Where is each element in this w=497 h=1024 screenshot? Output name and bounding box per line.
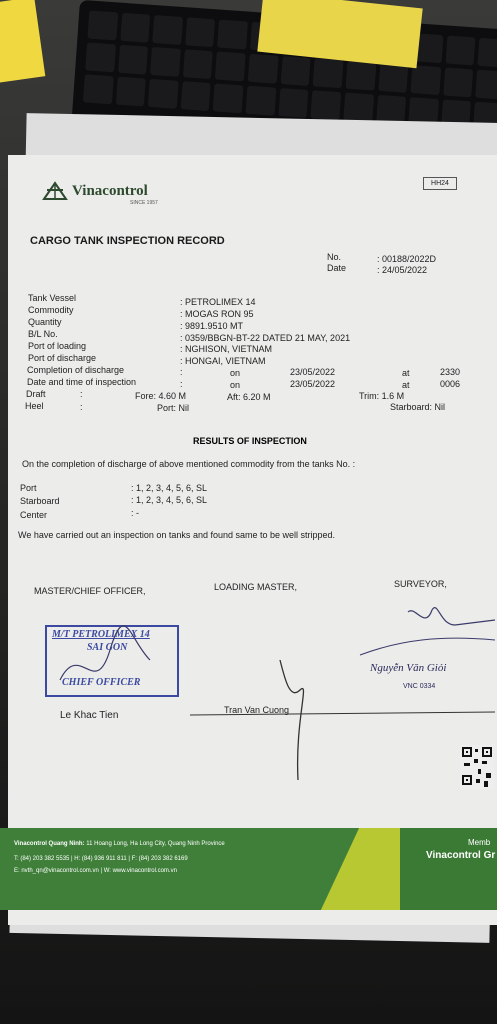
- center-tanks-label: Center: [20, 510, 48, 520]
- starboard-tanks-label: Starboard: [20, 496, 60, 506]
- heel-label: Heel: [25, 401, 44, 411]
- heel-colon: :: [80, 402, 83, 412]
- master-label: MASTER/CHIEF OFFICER,: [34, 586, 146, 596]
- master-name: Le Khac Tien: [60, 710, 119, 721]
- completion-time: 2330: [440, 367, 461, 377]
- completion-label: Completion of discharge: [27, 365, 125, 375]
- footer-address-text: 11 Hoang Long, Ha Long City, Quang Ninh Province: [84, 841, 225, 847]
- results-heading: RESULTS OF INSPECTION: [193, 436, 307, 446]
- date-label: Date: [327, 263, 347, 273]
- qr-code-icon: [460, 745, 494, 789]
- surveyor-code: VNC 0334: [403, 683, 436, 690]
- footer-contact: E: nvth_qn@vinacontrol.com.vn | W: www.vinacontrol.com.vn: [14, 868, 177, 874]
- draft-colon: :: [80, 389, 83, 399]
- port-loading-value: : NGHISON, VIETNAM: [180, 344, 273, 354]
- logo-text: Vinacontrol: [72, 183, 148, 199]
- center-tanks-value: : -: [131, 508, 139, 518]
- inspection-label: Date and time of inspection: [27, 377, 137, 387]
- footer-office: Vinacontrol Quang Ninh:: [14, 841, 85, 847]
- quantity-value: : 9891.9510 MT: [180, 321, 244, 331]
- footer-group: Vinacontrol Gr: [426, 850, 496, 861]
- completion-colon: :: [180, 367, 183, 377]
- logo-since: SINCE 1957: [130, 200, 158, 206]
- inspection-at: at: [402, 380, 410, 390]
- tank-vessel-label: Tank Vessel: [28, 293, 77, 303]
- draft-label: Draft: [26, 389, 46, 399]
- document-title: CARGO TANK INSPECTION RECORD: [30, 235, 225, 247]
- port-discharge-value: : HONGAI, VIETNAM: [180, 356, 266, 366]
- draft-trim: Trim: 1.6 M: [359, 391, 405, 401]
- draft-fore: Fore: 4.60 M: [135, 391, 187, 401]
- inspection-on: on: [230, 380, 241, 390]
- inspection-time: 0006: [440, 379, 461, 389]
- stamp-line-3: CHIEF OFFICER: [62, 677, 141, 688]
- commodity-label: Commodity: [28, 305, 74, 315]
- footer-phones: T: (84) 203 382 5535 | H: (84) 936 911 811 | F: (84) 203 382 6169: [14, 856, 188, 862]
- port-loading-label: Port of loading: [28, 341, 87, 351]
- inspection-date: 23/05/2022: [290, 379, 336, 389]
- loading-master-label: LOADING MASTER,: [214, 582, 298, 592]
- commodity-value: : MOGAS RON 95: [180, 309, 254, 319]
- completion-on: on: [230, 368, 241, 378]
- stamp-line-2: SAI GON: [87, 642, 128, 653]
- completion-text: On the completion of discharge of above mentioned commodity from the tanks No. :: [22, 459, 356, 469]
- inspection-statement: We have carried out an inspection on tanks and found same to be well stripped.: [18, 530, 336, 540]
- no-label: No.: [327, 252, 342, 262]
- completion-at: at: [402, 368, 410, 378]
- surveyor-label: SURVEYOR,: [394, 579, 447, 589]
- footer-address: [14, 840, 225, 848]
- stamp-line-1: M/T PETROLIMEX 14: [52, 629, 150, 640]
- date-value: : 24/05/2022: [377, 265, 428, 275]
- footer-member: Memb: [468, 838, 491, 847]
- bl-no-value: : 0359/BBGN-BT-22 DATED 21 MAY, 2021: [180, 333, 351, 343]
- starboard-tanks-value: : 1, 2, 3, 4, 5, 6, SL: [131, 495, 208, 505]
- port-tanks-value: : 1, 2, 3, 4, 5, 6, SL: [131, 483, 208, 493]
- port-tanks-label: Port: [20, 483, 37, 493]
- document-tag: HH24: [423, 177, 457, 190]
- port-discharge-label: Port of discharge: [28, 353, 97, 363]
- heel-port: Port: Nil: [157, 403, 190, 413]
- draft-aft: Aft: 6.20 M: [227, 392, 271, 402]
- inspection-colon: :: [180, 379, 183, 389]
- loading-master-name: Tran Van Cuong: [224, 705, 290, 715]
- surveyor-name: Nguyễn Văn Giỏi: [370, 662, 447, 674]
- no-value: : 00188/2022D: [377, 254, 437, 264]
- completion-date: 23/05/2022: [290, 367, 336, 377]
- bl-no-label: B/L No.: [28, 329, 58, 339]
- heel-starboard: Starboard: Nil: [390, 402, 446, 412]
- quantity-label: Quantity: [28, 317, 62, 327]
- tank-vessel-value: : PETROLIMEX 14: [180, 297, 256, 307]
